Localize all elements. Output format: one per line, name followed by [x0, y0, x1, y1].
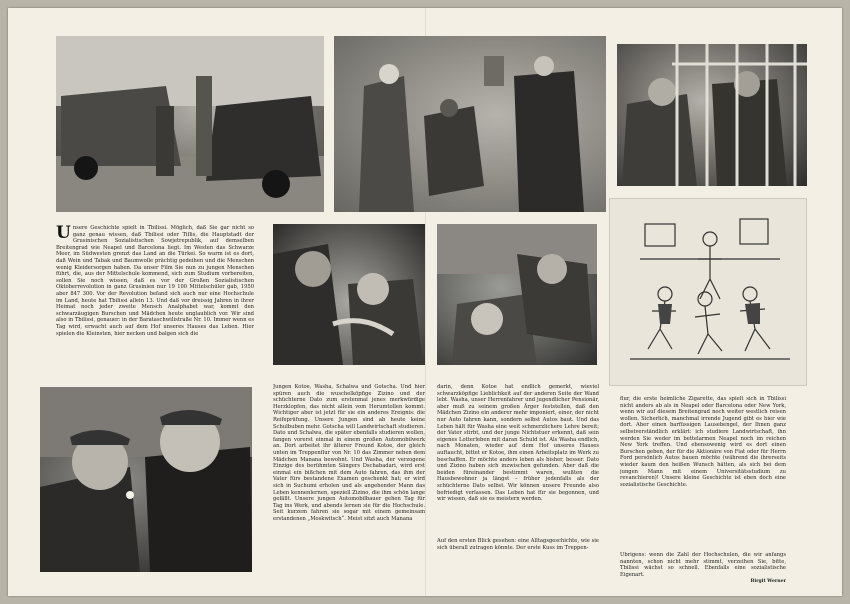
article-column-2 — [273, 384, 425, 584]
drop-cap: U — [56, 225, 71, 243]
column-4-text: flur, die erste heimliche Zigarette, das spielt sich in Tbilissi nicht anders ab als in Neapel oder Barcelona oder New York, wenn wir auf diesem Breitengrad noch weiter westlich reisen wollen. Sicherlich, manchmal irrende Jugend gibt es hier wie dort. Aber einen barfüssigen Lausebengel, der Ihnen ganz selbstverständlich erklärt: ich studiere Landwirtschaft, ihn werden Sie weder im bettelarmen Neapel noch im reichen New York treffen. Und ebensowenig wird es dort einen Burschen geben, der für die Aktionäre von Fiat oder für Herrn Ford persönlich Autos bauen möchte (während die ihrerseits wieder kaum den heißen Wunsch hätten, als sich bei dem jungen Mann mit einem Universitätsstudium zu revanchieren)! Unsere kleine Geschichte ist eben doch eine sozialistische Geschichte. — [620, 396, 786, 488]
photo-interior-room — [334, 36, 606, 212]
column-1-text: nsere Geschichte spielt in Tbilissi. Möglich, daß Sie gar nicht so ganz genau wissen, daß Tbilissi oder Tiflis, die Hauptstadt der Grusinischen Sozialistischen Sowjetrepublik, auf demselben Breitengrad wie Neapel und Barcelona liegt. Im Westen das Schwarze Meer, im Südwesten grenzt das Land an die Türkei. So warm ist es dort, daß Wein und Tabak und Baumwolle prächtig gedeihen und die Menschen wenig Kleidersorgen haben. Da unser Film Sie nun zu jungen Menschen führt, die, aus der Mittelschule kommend, sich zum Studium vorbereiten, sollen Sie noch wissen, daß es vor der Großen Sozialistischen Oktoberrevolution in ganz Grusinien nur 19 100 Mittelschüler gab, 1950 aber 847 300. Vor der Revolution befand sich auch nur eine Hochschule im Land, heute hat Tbilissi allein 13. Und daß vor dreissig Jahren in ihrer Heimat noch jeder zweite Mensch Analphabet war, kommt den schwarzäugigen Burschen und Mädchen heute unglaublich vor. Wir sind also in Tbilissi, genauer: in der Barataschwilistraße Nr. 10. Immer wenn es Tag wird, erwacht auch auf dem Hof unseres Hauses das Leben. Hier spielen die Kleinsten, hier necken und balgen sich die — [56, 225, 254, 337]
photo-street-cars — [56, 36, 324, 212]
footnote-text: Übrigens: wenn die Zahl der Hochschulen, die wir anfangs nannten, schon nicht mehr stimmt, verzeihen Sie, bitte, Tbilissi wächst so schnell. Ebenfalls eine sozialistische Eigenart. — [620, 552, 786, 578]
article-column-3-continued — [437, 538, 599, 558]
photo-scuffle-scene — [437, 224, 597, 365]
article-column-3 — [437, 384, 599, 528]
column-2-text: Jungen Kotoe, Washa, Schalwa und Gotscha. Und hier spüren auch die wuschelköpfige Zizino und der schüchterne Dato zum erstenmal jenes merkwürdige Herzklopfen, das nicht allein vom Herumtollen kommt. Wichtiger aber ist jetzt für sie ein anderes Ereignis: die Reifeprüfung. Unsere Jungen sind ab heute keine Schulbuben mehr. Gotscha will Landwirtschaft studieren. Dato und Schalwa, die später ebenfalls studieren wollen, fangen vorerst einmal in einem großen Automobilwerk an. Dort arbeitet ihr älterer Freund Kotoe, der gleich unten im Treppenflur von Nr. 10 das Zimmer neben dem Mädchen Manana bewohnt. Und Washa, der verzogene Einzige des berühmten Sängers Dschabadari, wird erst einmal ein bißchen mit dem Auto fahren, das ihm der Vater fürs bestandene Examen geschenkt hat; er wird sich in Suchumi erholen und als angehender Mann das Leben kennenlernen, speziell Zizino, die ihm schön lange gefällt. Unsere jungen Automobilbauer gehen Tag für Tag ins Werk, und abends lernen sie für die Hochschule. Seit kurzem fahren sie sogar mit einem gemeinsam erstandenen „Moskwitsch“. Meist sitzt auch Manana — [273, 384, 425, 522]
article-footnote — [620, 552, 786, 588]
column-3-text: darin, denn Kotoe hat endlich gemerkt, wieviel schwarzköpfige Lieblichkeit auf der anderen Seite der Wand lebt. Washa, unser Herrenfahrer und jugendlicher Pensionär, aber muß zu seinem großen Ärger feststellen, daß den Mädchen Zizino ein anderer mehr imponiert, einer, der nicht nur Auto fahren kann, sondern selbst Autos baut. Und das Leben hält für Washa eine weit schmerzlichere Lehre bereit; der Vater stirbt, und der junge Nichtstuer erkennt, daß sein eigenes Lotterleben mit daran Schuld ist. Als Washa endlich, nach Monaten, wieder auf dem Hof unseres Hauses auftaucht, bittet er Kotoe, ihm einen Arbeitsplatz im Werk zu beschaffen. Er möchte anders leben als bisher, besser. Dato und Zizino haben sich inzwischen gefunden. Aber daß die beiden füreinander bestimmt waren, wußten die Hausbewohner ja längst – früher jedenfalls als der schüchterne Dato selbst. Wir können unsere Freunde also befriedigt verlassen. Das Leben hat für sie begonnen, und wir wissen, daß sie es meistern werden. — [437, 384, 599, 503]
photo-men-cigarette — [40, 387, 252, 572]
photo-men-behind-fence — [617, 44, 807, 186]
photo-young-couple — [273, 224, 425, 365]
article-column-1 — [56, 225, 254, 370]
author-signature: Birgit Werner — [750, 579, 786, 585]
column-3-continued-text: Auf den ersten Blick gesehen: eine Alltagsgeschichte, wie sie sich überall zutragen könnte. Der erste Kuss im Treppen- — [437, 538, 599, 551]
illustration-boys-playing — [609, 198, 807, 386]
article-column-4 — [620, 396, 786, 530]
